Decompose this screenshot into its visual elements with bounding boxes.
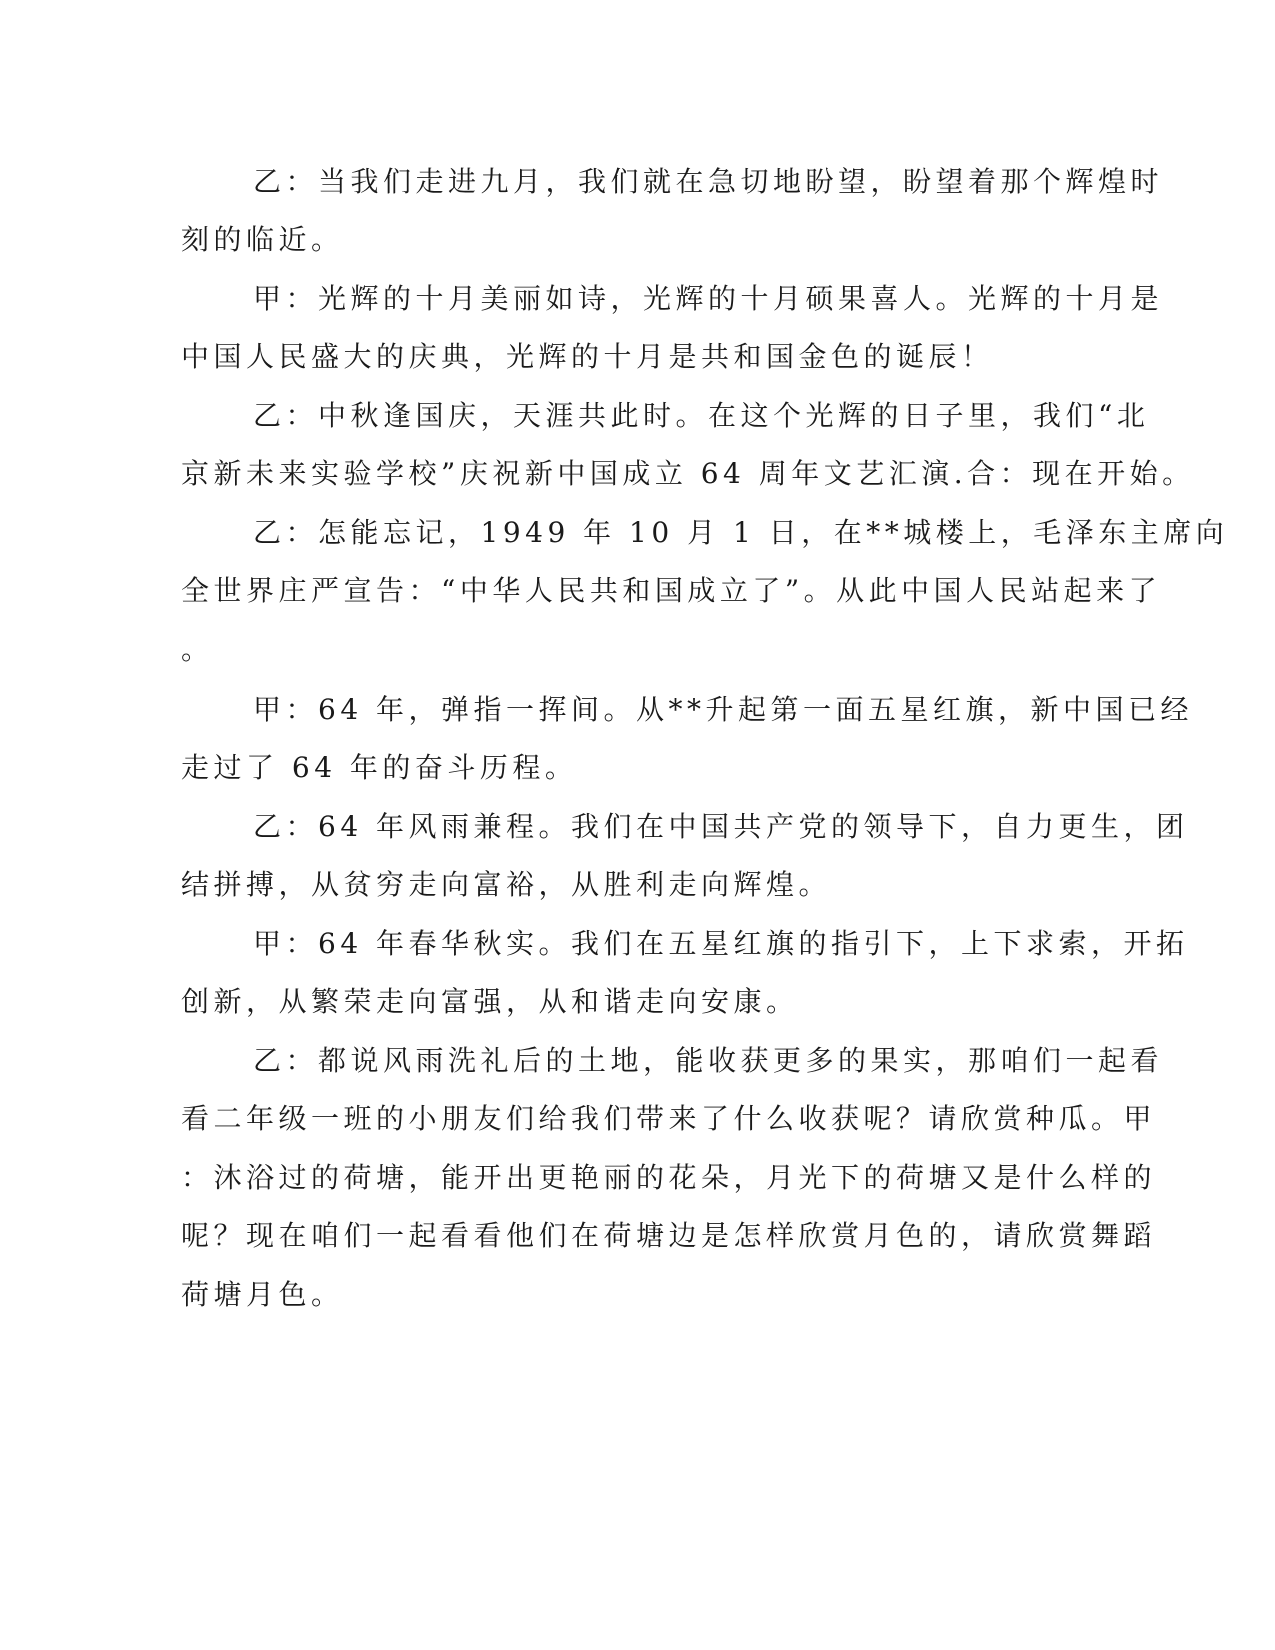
paragraph-line: 创新，从繁荣走向富强，从和谐走向安康。: [181, 985, 799, 1018]
paragraph-line: 乙：怎能忘记，1949 年 10 月 1 日，在**城楼上，毛泽东主席向: [253, 516, 1229, 549]
paragraph-line: 甲：光辉的十月美丽如诗，光辉的十月硕果喜人。光辉的十月是: [253, 282, 1164, 315]
paragraph-line: ：沐浴过的荷塘，能开出更艳丽的花朵，月光下的荷塘又是什么样的: [181, 1161, 1157, 1194]
paragraph-line: 甲：64 年，弹指一挥间。从**升起第一面五星红旗，新中国已经: [253, 693, 1194, 726]
paragraph-line: 乙：当我们走进九月，我们就在急切地盼望，盼望着那个辉煌时: [253, 165, 1164, 198]
paragraph-line: 。: [181, 633, 214, 666]
paragraph-line: 甲：64 年春华秋实。我们在五星红旗的指引下，上下求索，开拓: [253, 927, 1189, 960]
paragraph-line: 乙：都说风雨洗礼后的土地，能收获更多的果实，那咱们一起看: [253, 1044, 1164, 1077]
paragraph-line: 乙：中秋逢国庆，天涯共此时。在这个光辉的日子里，我们“北: [253, 399, 1150, 432]
paragraph-line: 京新未来实验学校”庆祝新中国成立 64 周年文艺汇演.合：现在开始。: [181, 457, 1195, 490]
paragraph-line: 荷塘月色。: [181, 1278, 344, 1311]
paragraph-line: 全世界庄严宣告：“中华人民共和国成立了”。从此中国人民站起来了: [181, 574, 1162, 607]
paragraph-line: 走过了 64 年的奋斗历程。: [181, 751, 578, 784]
paragraph-line: 乙：64 年风雨兼程。我们在中国共产党的领导下，自力更生，团: [253, 810, 1189, 843]
paragraph-line: 结拼搏，从贫穷走向富裕，从胜利走向辉煌。: [181, 868, 832, 901]
paragraph-line: 中国人民盛大的庆典，光辉的十月是共和国金色的诞辰！: [181, 340, 994, 373]
paragraph-line: 看二年级一班的小朋友们给我们带来了什么收获呢？请欣赏种瓜。甲: [181, 1102, 1157, 1135]
paragraph-line: 刻的临近。: [181, 223, 344, 256]
paragraph-line: 呢？现在咱们一起看看他们在荷塘边是怎样欣赏月色的，请欣赏舞蹈: [181, 1219, 1157, 1252]
